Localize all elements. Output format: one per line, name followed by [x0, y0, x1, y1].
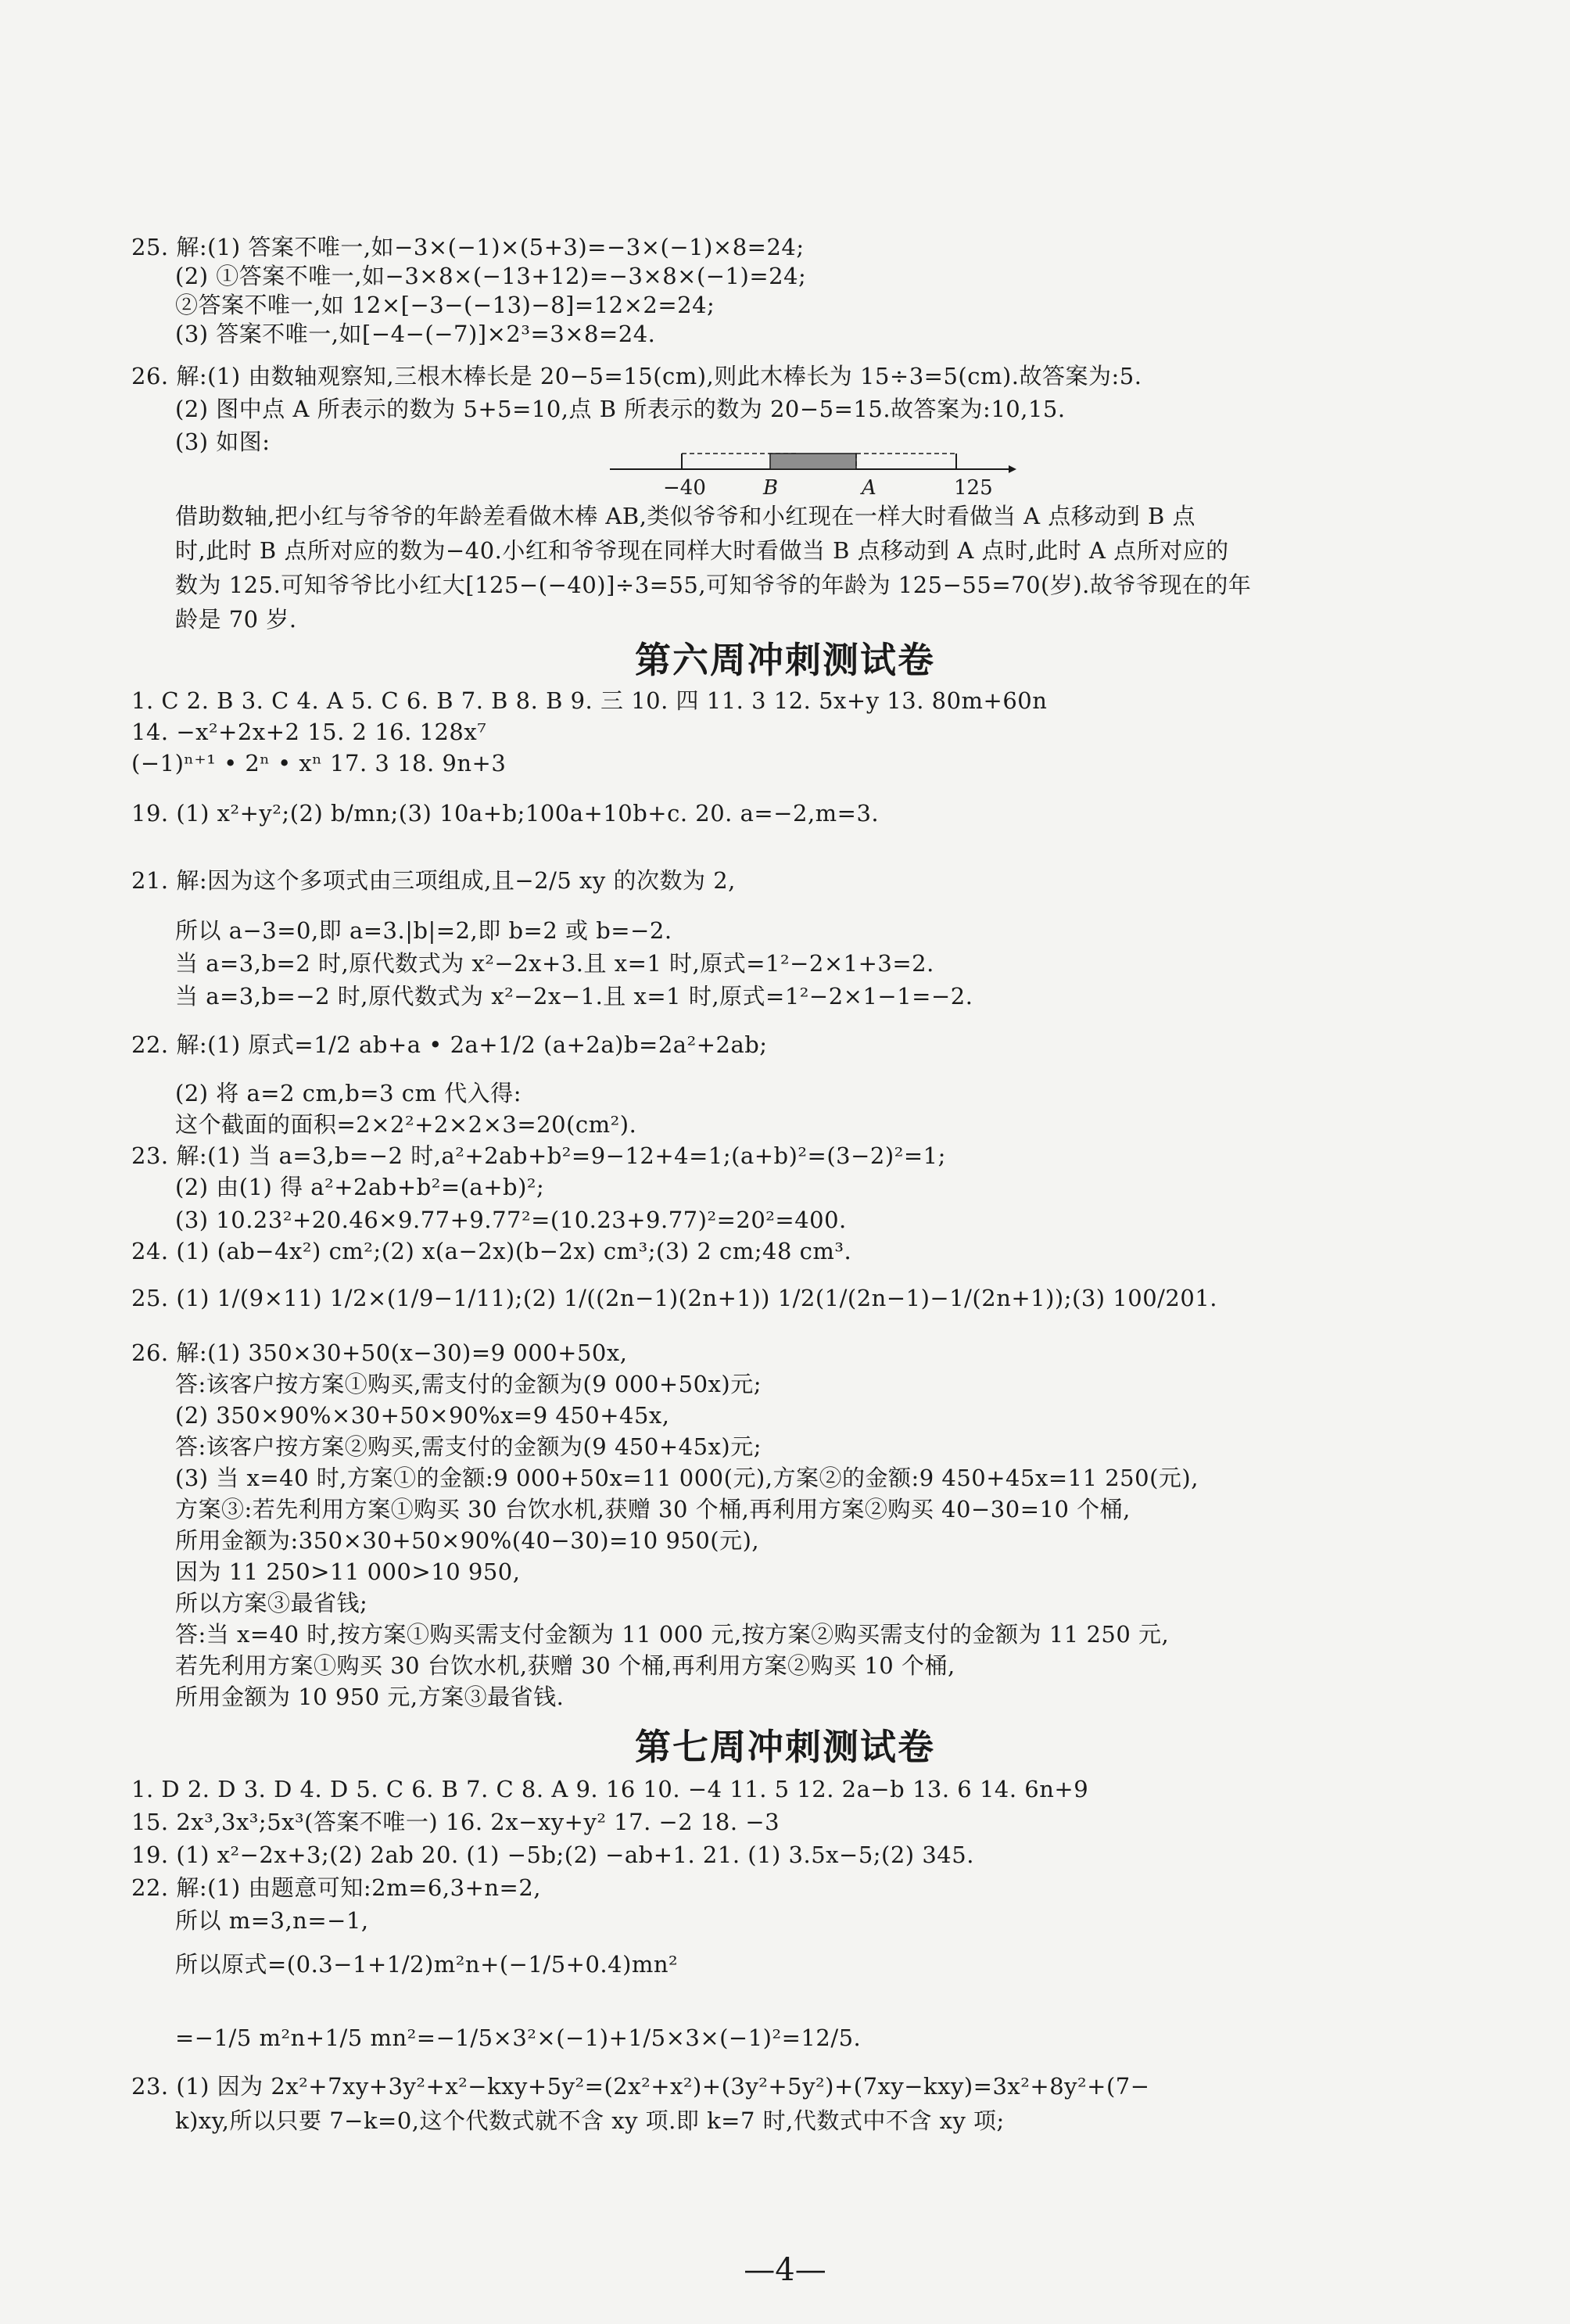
- answer-line: 当 a=3,b=−2 时,原代数式为 x²−2x−1.且 x=1 时,原式=1²−2×1−1=−2.: [175, 983, 973, 1010]
- answer-line: (3) 如图:: [175, 429, 271, 455]
- answer-line: 26. 解:(1) 由数轴观察知,三根木棒长是 20−5=15(cm),则此木棒长为 15÷3=5(cm).故答案为:5.: [131, 363, 1142, 389]
- answer-line: (2) 由(1) 得 a²+2ab+b²=(a+b)²;: [175, 1174, 545, 1200]
- label-A: A: [862, 476, 876, 500]
- answer-line: 答:该客户按方案①购买,需支付的金额为(9 000+50x)元;: [175, 1371, 762, 1397]
- answer-line: 若先利用方案①购买 30 台饮水机,获赠 30 个桶,再利用方案②购买 10 个桶,: [175, 1652, 955, 1679]
- answer-line: ②答案不唯一,如 12×[−3−(−13)−8]=12×2=24;: [175, 292, 715, 318]
- answer-line: 所以原式=(0.3−1+1/2)m²n+(−1/5+0.4)mn²: [175, 1951, 679, 1978]
- answer-line: 答:该客户按方案②购买,需支付的金额为(9 450+45x)元;: [175, 1433, 762, 1460]
- number-line-figure: [610, 446, 1016, 508]
- answer-line: 19. (1) x²+y²;(2) b/mn;(3) 10a+b;100a+10b+c. 20. a=−2,m=3.: [131, 800, 880, 827]
- answer-line: 22. 解:(1) 由题意可知:2m=6,3+n=2,: [131, 1874, 541, 1901]
- answer-line: (2) 350×90%×30+50×90%x=9 450+45x,: [175, 1402, 670, 1429]
- answer-line: 26. 解:(1) 350×30+50(x−30)=9 000+50x,: [131, 1340, 628, 1366]
- answer-line: 所用金额为:350×30+50×90%(40−30)=10 950(元),: [175, 1527, 760, 1554]
- answer-line: 1. D 2. D 3. D 4. D 5. C 6. B 7. C 8. A 9. 16 10. −4 11. 5 12. 2a−b 13. 6 14. 6n+9: [131, 1776, 1089, 1802]
- answer-line: 所以方案③最省钱;: [175, 1590, 368, 1616]
- answer-line: 答:当 x=40 时,按方案①购买需支付金额为 11 000 元,按方案②购买需支付的金额为 11 250 元,: [175, 1621, 1170, 1648]
- answer-line: 方案③:若先利用方案①购买 30 台饮水机,获赠 30 个桶,再利用方案②购买 40−30=10 个桶,: [175, 1496, 1131, 1522]
- answer-line: k)xy,所以只要 7−k=0,这个代数式就不含 xy 项.即 k=7 时,代数式中不含 xy 项;: [175, 2107, 1005, 2134]
- answer-line: 所以 m=3,n=−1,: [175, 1907, 369, 1934]
- answer-line: 23. 解:(1) 当 a=3,b=−2 时,a²+2ab+b²=9−12+4=1;(a+b)²=(3−2)²=1;: [131, 1142, 946, 1169]
- section-title-week7: 第七周冲刺测试卷: [635, 1726, 935, 1768]
- answer-line: 1. C 2. B 3. C 4. A 5. C 6. B 7. B 8. B 9. 三 10. 四 11. 3 12. 5x+y 13. 80m+60n: [131, 687, 1048, 714]
- answer-line: 所用金额为 10 950 元,方案③最省钱.: [175, 1684, 565, 1710]
- answer-line: =−1/5 m²n+1/5 mn²=−1/5×3²×(−1)+1/5×3×(−1)²=12/5.: [175, 2025, 862, 2051]
- answer-line: 14. −x²+2x+2 15. 2 16. 128x⁷: [131, 719, 487, 745]
- answer-line: (−1)ⁿ⁺¹ • 2ⁿ • xⁿ 17. 3 18. 9n+3: [131, 750, 507, 776]
- answer-line: 因为 11 250>11 000>10 950,: [175, 1558, 521, 1585]
- answer-line: 24. (1) (ab−4x²) cm²;(2) x(a−2x)(b−2x) cm³;(3) 2 cm;48 cm³.: [131, 1238, 852, 1264]
- answer-line: 22. 解:(1) 原式=1/2 ab+a • 2a+1/2 (a+2a)b=2a²+2ab;: [131, 1031, 768, 1058]
- answer-line: 龄是 70 岁.: [175, 606, 297, 633]
- answer-line: 数为 125.可知爷爷比小红大[125−(−40)]÷3=55,可知爷爷的年龄为 125−55=70(岁).故爷爷现在的年: [175, 572, 1252, 598]
- answer-line: 25. 解:(1) 答案不唯一,如−3×(−1)×(5+3)=−3×(−1)×8=24;: [131, 234, 805, 260]
- label-125: 125: [954, 476, 993, 500]
- answer-line: (3) 答案不唯一,如[−4−(−7)]×2³=3×8=24.: [175, 321, 656, 347]
- answer-line: (2) ①答案不唯一,如−3×8×(−13+12)=−3×8×(−1)=24;: [175, 263, 807, 289]
- label-minus-40: −40: [663, 476, 706, 500]
- answer-line: 19. (1) x²−2x+3;(2) 2ab 20. (1) −5b;(2) −ab+1. 21. (1) 3.5x−5;(2) 345.: [131, 1842, 974, 1868]
- answer-line: 21. 解:因为这个多项式由三项组成,且−2/5 xy 的次数为 2,: [131, 867, 736, 894]
- answer-line: 这个截面的面积=2×2²+2×2×3=20(cm²).: [175, 1111, 637, 1138]
- answer-line: 当 a=3,b=2 时,原代数式为 x²−2x+3.且 x=1 时,原式=1²−2×1+3=2.: [175, 950, 934, 977]
- answer-line: (3) 当 x=40 时,方案①的金额:9 000+50x=11 000(元),方案②的金额:9 450+45x=11 250(元),: [175, 1465, 1199, 1491]
- answer-line: 所以 a−3=0,即 a=3.|b|=2,即 b=2 或 b=−2.: [175, 917, 672, 944]
- answer-line: 时,此时 B 点所对应的数为−40.小红和爷爷现在同样大时看做当 B 点移动到 A 点时,此时 A 点所对应的: [175, 537, 1229, 564]
- section-title-week6: 第六周冲刺测试卷: [635, 639, 935, 681]
- answer-line: 25. (1) 1/(9×11) 1/2×(1/9−1/11);(2) 1/((2n−1)(2n+1)) 1/2(1/(2n−1)−1/(2n+1));(3) 100/201.: [131, 1285, 1218, 1311]
- answer-line: 借助数轴,把小红与爷爷的年龄差看做木棒 AB,类似爷爷和小红现在一样大时看做当 A 点移动到 B 点: [175, 503, 1196, 529]
- label-B: B: [763, 476, 779, 500]
- answer-line: (3) 10.23²+20.46×9.77+9.77²=(10.23+9.77)²=20²=400.: [175, 1207, 847, 1233]
- page-number: —4—: [744, 2252, 826, 2288]
- answer-line: (2) 将 a=2 cm,b=3 cm 代入得:: [175, 1080, 522, 1106]
- answer-line: 23. (1) 因为 2x²+7xy+3y²+x²−kxy+5y²=(2x²+x²)+(3y²+5y²)+(7xy−kxy)=3x²+8y²+(7−: [131, 2073, 1150, 2100]
- answer-line: 15. 2x³,3x³;5x³(答案不唯一) 16. 2x−xy+y² 17. −2 18. −3: [131, 1809, 780, 1835]
- answer-line: (2) 图中点 A 所表示的数为 5+5=10,点 B 所表示的数为 20−5=15.故答案为:10,15.: [175, 396, 1066, 422]
